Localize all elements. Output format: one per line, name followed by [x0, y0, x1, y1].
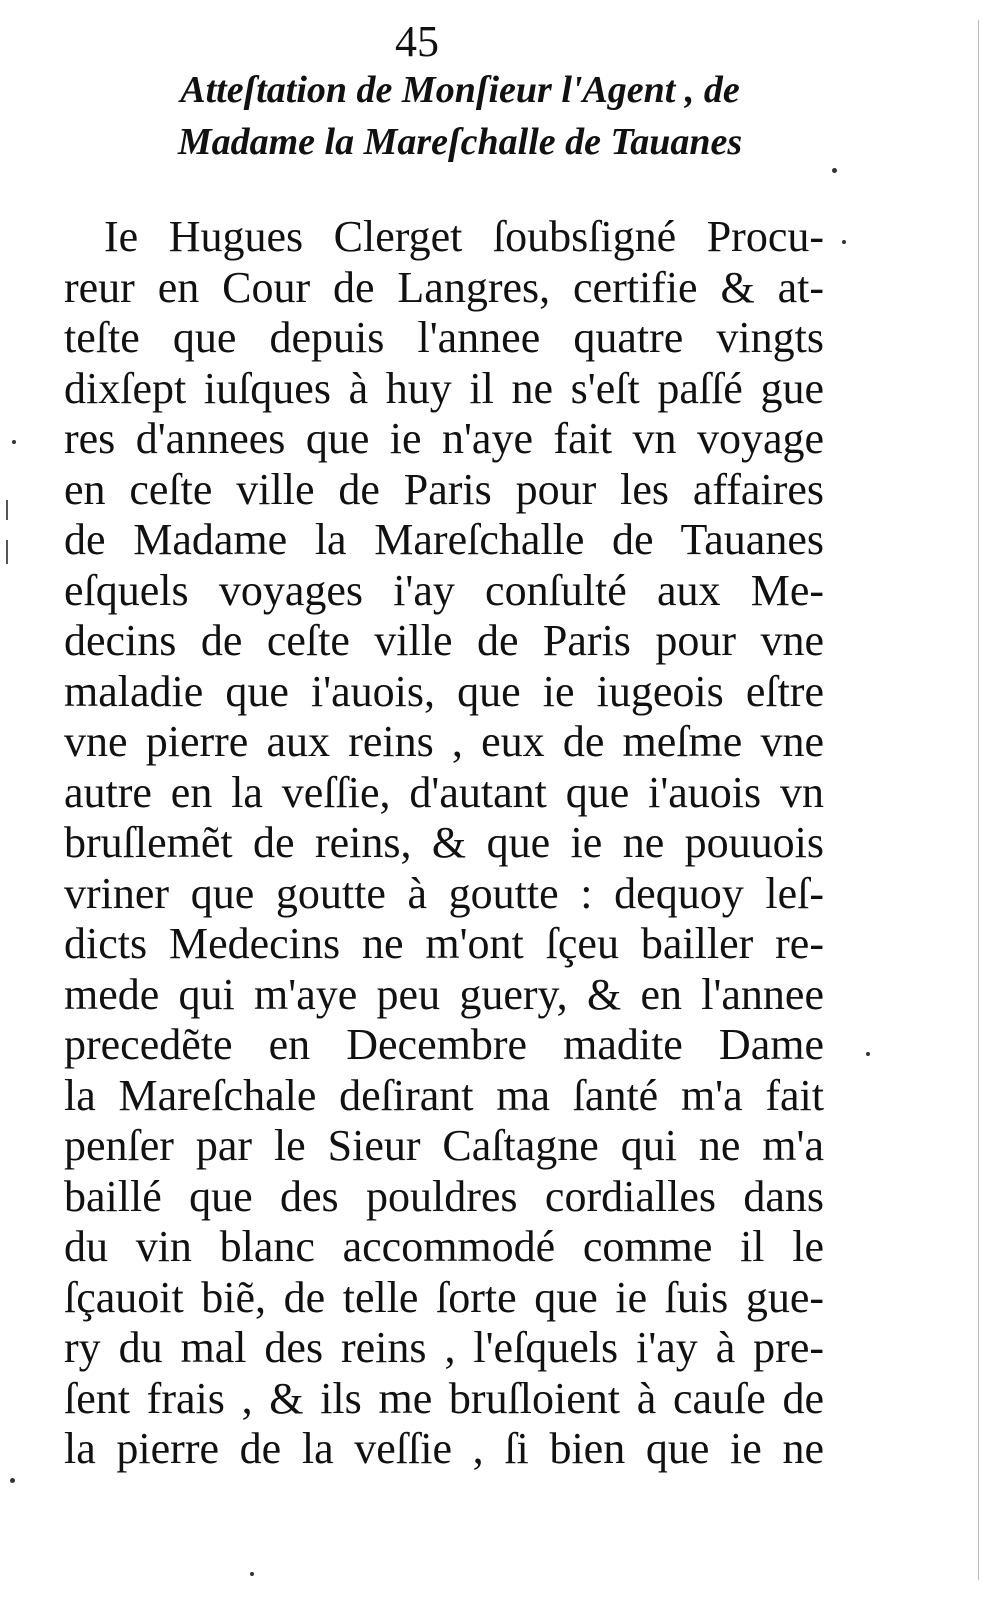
- text-line: teſte que depuis l'annee quatre vingts: [64, 313, 824, 362]
- scan-speck: [842, 240, 846, 244]
- text-line: de Madame la Mareſchalle de Tauanes: [64, 515, 824, 564]
- heading-line-2: Madame la Mareſchalle de Tauanes: [177, 121, 743, 163]
- text-line: la Mareſchale deſirant ma ſanté m'a fait: [64, 1070, 824, 1120]
- scan-speck: [832, 168, 837, 173]
- text-line: decins de ceſte ville de Paris pour vne: [64, 616, 824, 665]
- text-line: res d'annees que ie n'aye fait vn voyage: [64, 414, 824, 463]
- page-number: 45: [395, 17, 439, 66]
- scan-speck: [10, 1478, 15, 1483]
- text-line: ry du mal des reins , l'eſquels i'ay à pre-: [64, 1323, 824, 1372]
- scan-speck: [866, 1052, 870, 1056]
- heading-line-1: Atteſtation de Monſieur l'Agent , de: [180, 69, 740, 111]
- text-line: autre en la veſſie, d'autant que i'auois vn: [64, 767, 824, 817]
- text-line: vriner que goutte à goutte : dequoy leſ-: [64, 868, 824, 918]
- margin-mark: [978, 20, 979, 1580]
- body-text: [64, 212, 824, 1475]
- text-line: precedẽte en Decembre madite Dame: [64, 1020, 824, 1069]
- text-line: en ceſte ville de Paris pour les affaires: [64, 464, 824, 514]
- margin-mark: [6, 500, 8, 520]
- scan-speck: [250, 1572, 254, 1576]
- text-line: ſent frais , & ils me bruſloient à cauſe de: [64, 1373, 824, 1423]
- text-line: bruſlemẽt de reins, & que ie ne pouuois: [64, 818, 824, 867]
- text-line: dicts Medecins ne m'ont ſçeu bailler re-: [64, 919, 824, 968]
- text-line: reur en Cour de Langres, certifie & at-: [64, 262, 824, 312]
- margin-mark: [6, 540, 8, 564]
- text-line: eſquels voyages i'ay conſulté aux Me-: [64, 565, 824, 615]
- text-line: Ie Hugues Clerget ſoubsſigné Procu-: [104, 212, 824, 261]
- text-line: du vin blanc accommodé comme il le: [64, 1222, 824, 1271]
- text-line: la pierre de la veſſie , ſi bien que ie ne: [64, 1424, 824, 1473]
- text-line: dixſept iuſques à huy il ne s'eſt paſſé gue: [64, 363, 824, 413]
- text-line: mede qui m'aye peu guery, & en l'annee: [64, 969, 824, 1019]
- text-line: penſer par le Sieur Caſtagne qui ne m'a: [64, 1121, 824, 1170]
- text-line: vne pierre aux reins , eux de meſme vne: [64, 717, 824, 766]
- text-line: baillé que des pouldres cordialles dans: [64, 1171, 824, 1221]
- scan-speck: [12, 440, 16, 444]
- text-line: ſçauoit biẽ, de telle ſorte que ie ſuis gue-: [64, 1272, 824, 1322]
- text-line: maladie que i'auois, que ie iugeois eſtre: [64, 666, 824, 716]
